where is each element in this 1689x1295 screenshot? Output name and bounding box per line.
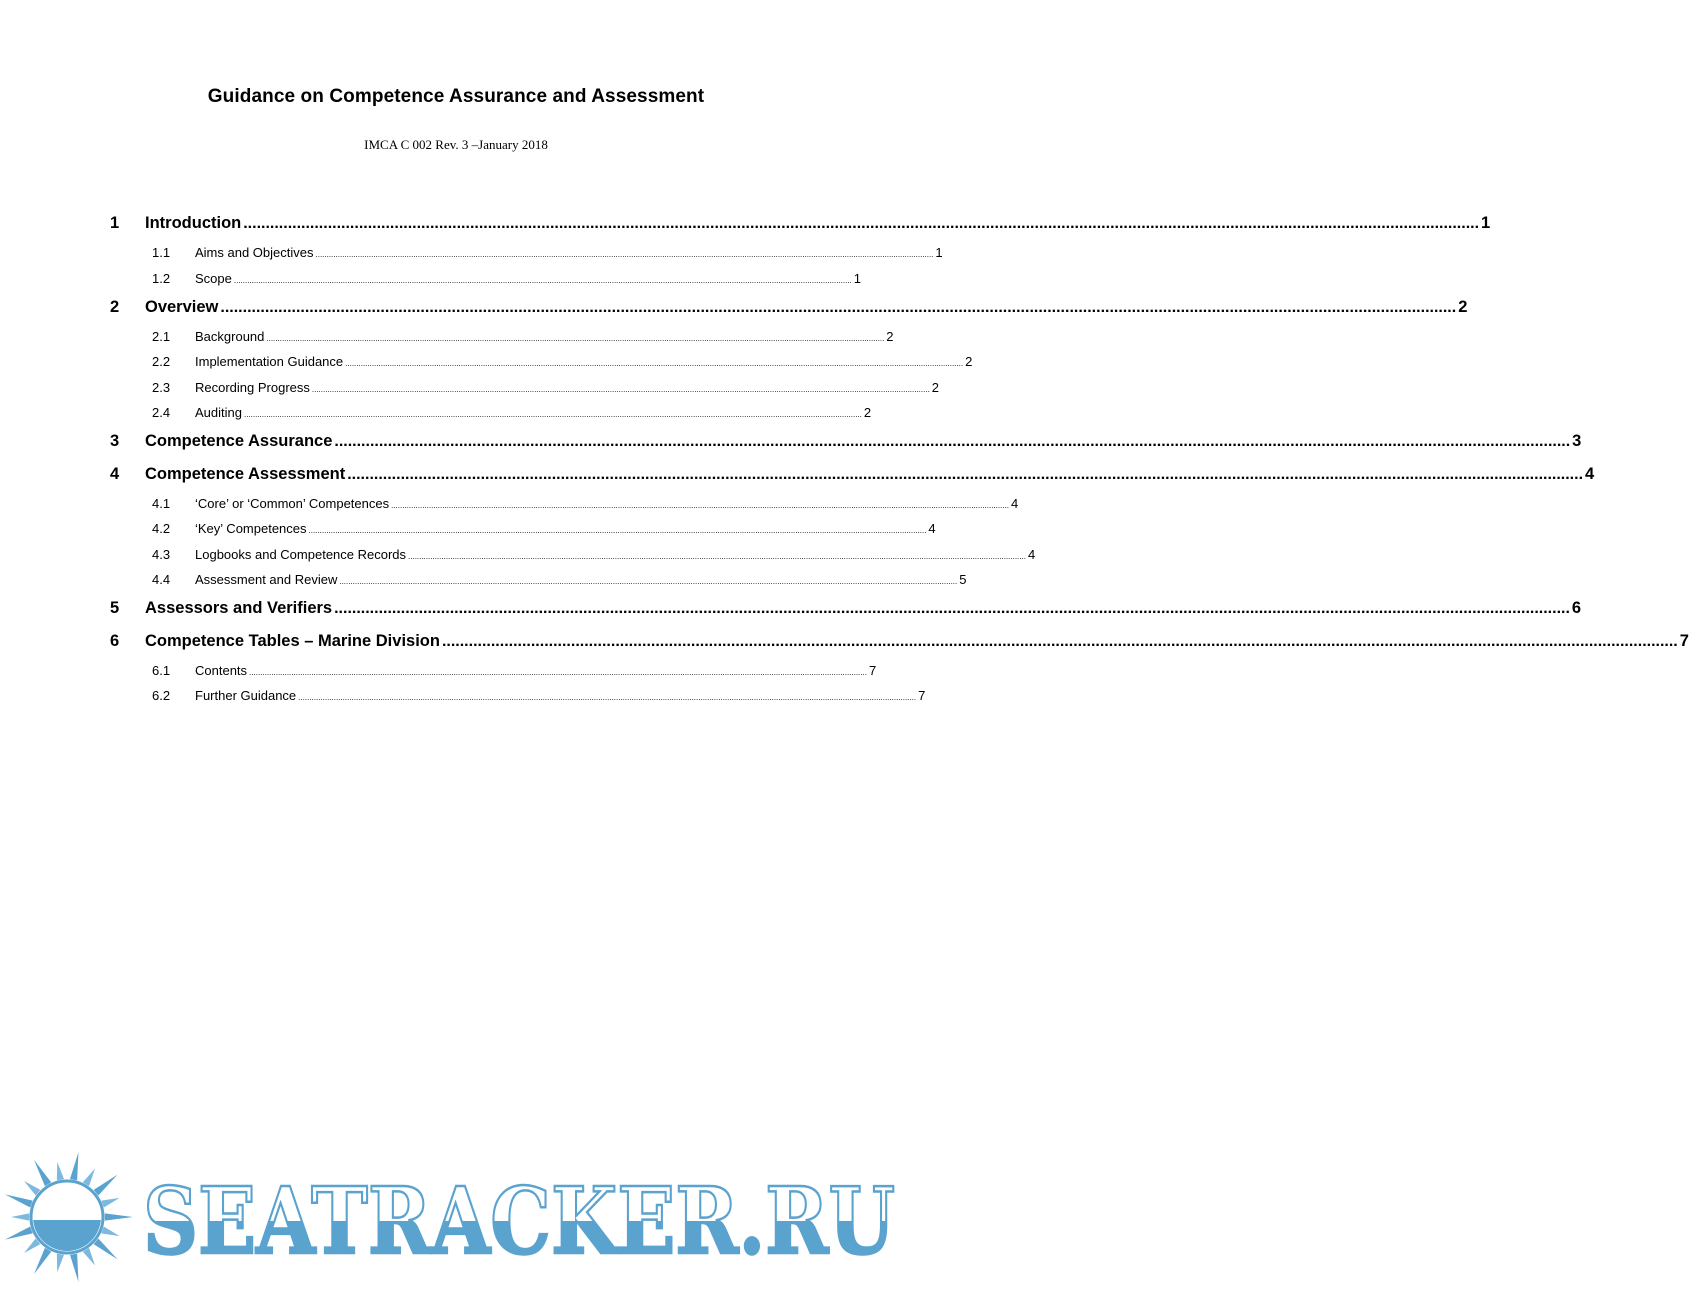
sun-ray xyxy=(83,1248,95,1266)
toc-leader: ...................................................................................................................................................................................................................................................................................... xyxy=(408,552,1026,561)
toc-page-number: 2 xyxy=(931,380,940,395)
document-subtitle: IMCA C 002 Rev. 3 –January 2018 xyxy=(364,137,548,152)
toc-title: Introduction xyxy=(145,214,242,232)
toc-page-number: 2 xyxy=(863,405,872,420)
toc-leader: ...................................................................................................................................................................................................................................................................................... xyxy=(249,668,867,677)
toc-number: 1.2 xyxy=(152,271,171,286)
toc-section[interactable] xyxy=(110,632,1689,654)
sun-ray xyxy=(105,1213,133,1220)
toc-leader: ...................................................................................................................................................................................................................................................................................... xyxy=(311,385,930,394)
toc-subsection[interactable] xyxy=(110,271,862,289)
toc-page-number: 4 xyxy=(928,521,936,536)
toc-subsection[interactable] xyxy=(110,547,1036,565)
toc-number: 4.3 xyxy=(152,547,171,562)
toc-page-number: 4 xyxy=(1585,465,1595,483)
toc-page-number: 5 xyxy=(959,572,967,587)
toc-section[interactable] xyxy=(110,298,1468,320)
toc-page-number: 1 xyxy=(1481,214,1491,232)
toc-subsection[interactable] xyxy=(110,572,967,590)
toc-section[interactable] xyxy=(110,432,1582,454)
toc-number: 2.1 xyxy=(152,329,171,344)
toc-number: 5 xyxy=(110,599,120,617)
toc-page-number: 7 xyxy=(918,688,926,703)
toc-title: Recording Progress xyxy=(195,380,310,395)
toc-leader: ...................................................................................................................................................................................................................................................................................... xyxy=(243,410,862,419)
toc-title: Competence Assurance xyxy=(145,432,333,450)
toc-page-number: 7 xyxy=(1679,632,1689,650)
toc-page-number: 6 xyxy=(1571,599,1582,617)
toc-number: 4 xyxy=(110,465,120,483)
toc-page-number: 2 xyxy=(886,329,894,344)
sun-ray xyxy=(5,1194,33,1207)
toc-leader: ...................................................................................................................................................................................................................................................................................... xyxy=(339,577,958,586)
toc-page-number: 3 xyxy=(1572,432,1582,450)
toc-number: 6.2 xyxy=(152,688,171,703)
toc-leader: ...................................................................................................................................................................................................................................................................................... xyxy=(298,693,917,702)
toc-title: Implementation Guidance xyxy=(195,354,344,369)
toc-title: Overview xyxy=(145,298,219,316)
toc-title: Further Guidance xyxy=(195,688,297,703)
sun-ray xyxy=(57,1162,64,1181)
sun-ray xyxy=(101,1227,119,1237)
toc-title: Assessors and Verifiers xyxy=(145,599,333,617)
toc-number: 3 xyxy=(110,432,120,450)
toc-title: Scope xyxy=(195,271,232,286)
toc-subsection[interactable] xyxy=(110,688,926,706)
toc-title: Aims and Objectives xyxy=(195,245,314,260)
sun-ray xyxy=(94,1239,118,1260)
sun-ray xyxy=(24,1181,40,1195)
toc-subsection[interactable] xyxy=(110,405,872,423)
toc-number: 4.2 xyxy=(152,521,171,536)
toc-title: Logbooks and Competence Records xyxy=(195,547,407,562)
toc-leader: ...................................................................................................................................................................................................................................................................................... xyxy=(220,299,1457,316)
watermark-text xyxy=(143,1167,903,1275)
toc-page-number: 7 xyxy=(868,663,877,678)
toc-title: ‘Key’ Competences xyxy=(195,521,307,536)
toc-section[interactable] xyxy=(110,599,1582,621)
toc-leader: ...................................................................................................................................................................................................................................................................................... xyxy=(347,466,1584,483)
sun-ray xyxy=(34,1160,51,1186)
sun-ray xyxy=(11,1213,29,1220)
toc-leader: ...................................................................................................................................................................................................................................................................................... xyxy=(243,215,1480,232)
sun-ray xyxy=(57,1254,64,1273)
sun-ray xyxy=(34,1248,51,1274)
sun-ray xyxy=(70,1152,78,1180)
toc-leader: ...................................................................................................................................................................................................................................................................................... xyxy=(315,250,934,259)
toc-number: 4.1 xyxy=(152,496,171,511)
toc-page-number: 2 xyxy=(965,354,973,369)
toc-number: 1.1 xyxy=(152,245,171,260)
sun-ray xyxy=(24,1239,40,1253)
toc-leader: ...................................................................................................................................................................................................................................................................................... xyxy=(441,633,1678,650)
toc-number: 4.4 xyxy=(152,572,171,587)
toc-leader: ...................................................................................................................................................................................................................................................................................... xyxy=(233,276,852,285)
watermark-label: SEATRACKER.RU xyxy=(143,1167,895,1275)
toc-leader: ...................................................................................................................................................................................................................................................................................... xyxy=(266,334,885,343)
toc-number: 6.1 xyxy=(152,663,171,678)
toc-subsection[interactable] xyxy=(110,329,894,347)
toc-title: ‘Core’ or ‘Common’ Competences xyxy=(195,496,390,511)
toc-section[interactable] xyxy=(110,465,1595,487)
toc-leader: ...................................................................................................................................................................................................................................................................................... xyxy=(391,501,1010,510)
toc-page-number: 1 xyxy=(935,245,943,260)
toc-subsection[interactable] xyxy=(110,663,877,681)
sun-ray xyxy=(83,1169,95,1187)
toc-leader: ...................................................................................................................................................................................................................................................................................... xyxy=(345,359,964,368)
toc-page-number: 4 xyxy=(1011,496,1019,511)
toc-page-number: 1 xyxy=(853,271,862,286)
toc-leader: ...................................................................................................................................................................................................................................................................................... xyxy=(334,433,1571,450)
toc-title: Auditing xyxy=(195,405,242,420)
toc-title: Contents xyxy=(195,663,248,678)
toc-subsection[interactable] xyxy=(110,380,940,398)
sun-ray xyxy=(101,1198,119,1208)
toc-title: Competence Assessment xyxy=(145,465,346,483)
toc-section[interactable] xyxy=(110,214,1491,236)
toc-title: Assessment and Review xyxy=(195,572,338,587)
toc-page-number: 2 xyxy=(1458,298,1468,316)
toc-leader: ...................................................................................................................................................................................................................................................................................... xyxy=(308,526,927,535)
toc-number: 1 xyxy=(110,214,120,232)
toc-subsection[interactable] xyxy=(110,245,943,263)
toc-title: Competence Tables – Marine Division xyxy=(145,632,440,650)
toc-subsection[interactable] xyxy=(110,521,936,539)
sun-ray xyxy=(70,1254,78,1282)
toc-subsection[interactable] xyxy=(110,354,973,372)
sun-ray xyxy=(94,1175,118,1196)
toc-leader: ...................................................................................................................................................................................................................................................................................... xyxy=(334,600,1570,617)
document-title: Guidance on Competence Assurance and Assessment xyxy=(207,86,705,107)
toc-title: Background xyxy=(195,329,265,344)
toc-subsection[interactable] xyxy=(110,496,1019,514)
sun-ray xyxy=(5,1227,33,1240)
toc-number: 2.4 xyxy=(152,405,171,420)
toc-number: 2 xyxy=(110,298,120,316)
toc-number: 2.2 xyxy=(152,354,171,369)
toc-number: 2.3 xyxy=(152,380,171,395)
toc-page-number: 4 xyxy=(1027,547,1036,562)
toc-number: 6 xyxy=(110,632,120,650)
